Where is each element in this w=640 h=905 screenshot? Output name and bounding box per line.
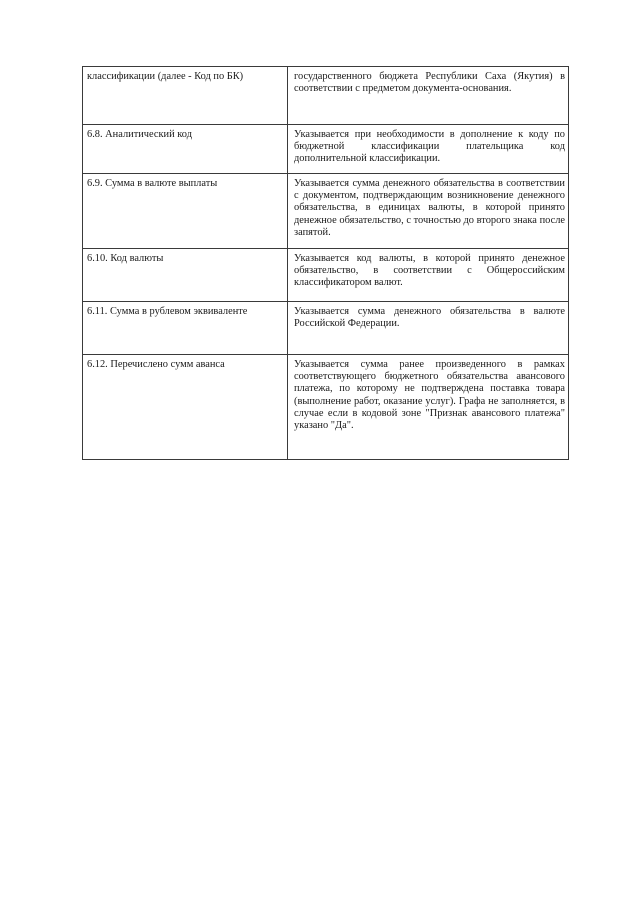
field-description-cell: Указывается сумма денежного обязательства в соответствии с документом, подтверждающим возникновение денежного обязательства, в единицах валюты, в которой принято денежное обязательство, с точностью до второго знака после запятой. xyxy=(288,174,569,249)
field-name-cell: 6.9. Сумма в валюте выплаты xyxy=(83,174,288,249)
table-row xyxy=(83,355,569,460)
table-row xyxy=(83,249,569,302)
field-description-cell: Указывается сумма ранее произведенного в рамках соответствующего бюджетного обязательства авансового платежа, по которому не подтверждена поставка товара (выполнение работ, оказание услуг). Графа не заполняется, в случае если в кодовой зоне "Признак авансового платежа" указано "Да". xyxy=(288,355,569,460)
field-description-cell: государственного бюджета Республики Саха (Якутия) в соответствии с предметом документа-основания. xyxy=(288,67,569,125)
field-name-cell: классификации (далее - Код по БК) xyxy=(83,67,288,125)
field-description-table xyxy=(82,66,569,460)
field-description-cell: Указывается при необходимости в дополнение к коду по бюджетной классификации плательщика код дополнительной классификации. xyxy=(288,125,569,174)
field-name-cell: 6.8. Аналитический код xyxy=(83,125,288,174)
field-description-cell: Указывается сумма денежного обязательства в валюте Российской Федерации. xyxy=(288,302,569,355)
table-row xyxy=(83,67,569,125)
field-name-cell: 6.10. Код валюты xyxy=(83,249,288,302)
table-row xyxy=(83,174,569,249)
field-name-cell: 6.11. Сумма в рублевом эквиваленте xyxy=(83,302,288,355)
table-row xyxy=(83,302,569,355)
field-description-cell: Указывается код валюты, в которой принято денежное обязательство, в соответствии с Общероссийским классификатором валют. xyxy=(288,249,569,302)
table-row xyxy=(83,125,569,174)
field-name-cell: 6.12. Перечислено сумм аванса xyxy=(83,355,288,460)
